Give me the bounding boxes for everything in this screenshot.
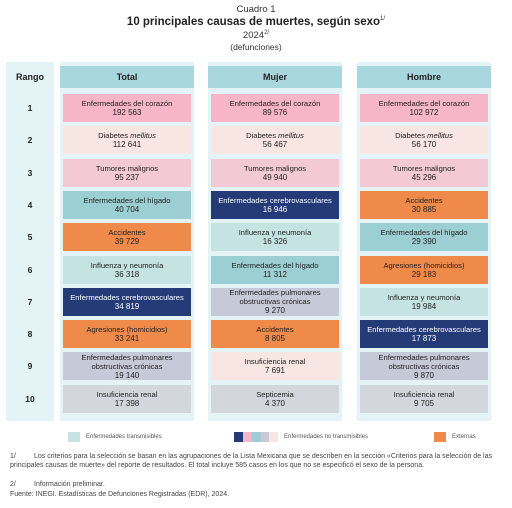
death-count: 102 972 (409, 108, 439, 117)
title-note-marker: 1/ (380, 16, 386, 23)
cause-label (381, 228, 468, 237)
death-count: 34 819 (114, 301, 140, 311)
hombre-cell (360, 159, 488, 187)
cause-text: Tumores malignos (95, 163, 159, 173)
death-count: 30 885 (411, 204, 437, 214)
cause-text: Tumores malignos (392, 163, 456, 173)
cause-label (98, 131, 156, 140)
cause-text: Insuficiencia renal (244, 357, 306, 367)
cause-label (108, 228, 145, 237)
cause-text: Accidentes (256, 325, 294, 335)
cause-text: Enfermedades del hígado (380, 228, 468, 238)
legend-swatch-no-transmisibles (234, 432, 278, 442)
total-cell (63, 256, 191, 284)
death-count: 7 691 (264, 366, 286, 376)
total-cell (63, 126, 191, 154)
cause-text: Tumores malignos (243, 163, 307, 173)
mujer-cell (211, 191, 339, 219)
cause-text: Enfermedades del corazón (81, 99, 173, 108)
rank-7: 7 (27, 296, 33, 307)
legend-label-externas: Externas (452, 434, 476, 440)
mujer-cell (211, 352, 339, 380)
cause-label (360, 353, 488, 371)
cause-label (63, 353, 191, 371)
cause-italic-text: mellitus (427, 131, 453, 141)
death-count: 56 170 (411, 140, 437, 150)
hombre-cell (360, 320, 488, 348)
table-year (0, 30, 512, 41)
death-count: 17 398 (114, 398, 140, 408)
total-cell (63, 159, 191, 187)
death-count: 192 563 (112, 108, 142, 117)
table-title (0, 16, 512, 28)
legend-transmisibles (68, 432, 162, 442)
cause-text: Diabetes (246, 131, 277, 141)
cause-label (388, 293, 461, 302)
legend-no-transmisibles (234, 432, 368, 442)
cause-label (96, 164, 158, 173)
cause-text: Insuficiencia renal (96, 389, 158, 399)
cause-text: Enfermedades cerebrovasculares (218, 195, 332, 205)
cause-text: Enfermedades pulmonares obstructivas crónicas (378, 352, 470, 371)
death-count: 16 946 (262, 204, 288, 214)
cause-text: Enfermedades del corazón (378, 99, 470, 108)
footnote-1 (10, 452, 500, 470)
source-note: Fuente: INEGI. Estadísticas de Defunciones Registradas (EDR), 2024. (10, 491, 230, 498)
total-cell (63, 94, 191, 122)
death-count: 29 390 (411, 237, 437, 247)
rank-9: 9 (27, 361, 33, 372)
cause-label (393, 164, 455, 173)
rank-header: Rango (16, 72, 44, 82)
cause-text: Enfermedades pulmonares obstructivas crónicas (229, 288, 321, 307)
cause-text: Diabetes (98, 131, 129, 141)
death-count: 9 270 (264, 306, 286, 316)
death-count: 49 940 (262, 172, 288, 182)
hombre-cell (360, 126, 488, 154)
rank-2: 2 (27, 135, 33, 146)
cause-label (84, 196, 171, 205)
cause-text: Enfermedades del hígado (231, 260, 319, 270)
cause-text: Influenza y neumonía (238, 228, 312, 238)
table-units: (defunciones) (230, 42, 282, 52)
year-text: 2024 (242, 30, 265, 42)
cause-label (91, 261, 164, 270)
cause-text: Diabetes (395, 131, 426, 141)
title-text: 10 principales causas de muertes, según sexo (126, 16, 381, 28)
cause-label (239, 228, 312, 237)
legend-externas (434, 432, 476, 442)
cause-label (395, 131, 453, 140)
total-header: Total (60, 66, 194, 88)
hombre-cell (360, 385, 488, 413)
death-count: 17 873 (411, 334, 437, 344)
death-count: 4 370 (264, 398, 286, 408)
cause-label (82, 99, 173, 108)
legend-label-no-transmisibles: Enfermedades no transmisibles (284, 434, 369, 440)
cause-text: Accidentes (405, 195, 443, 205)
cause-text: Enfermedades del hígado (83, 195, 171, 205)
cause-label (383, 261, 464, 270)
cause-text: Enfermedades pulmonares obstructivas crónicas (81, 352, 173, 371)
death-count: 89 576 (262, 108, 288, 117)
cause-text: Enfermedades del corazón (229, 99, 321, 108)
cause-text: Accidentes (108, 228, 146, 238)
rank-1: 1 (27, 103, 33, 113)
mujer-cell (211, 385, 339, 413)
footnote-1-marker: 1/ (10, 453, 16, 460)
cause-text: Agresiones (homicidios) (86, 325, 168, 335)
cause-label (245, 357, 306, 366)
legend-swatch-transmisibles (68, 432, 80, 442)
death-count: 56 467 (262, 140, 288, 150)
death-count: 29 183 (411, 269, 437, 279)
footnote-1-text: Los criterios para la selección se basan en las agrupaciones de la Lista Mexicana que se describen en la sección «Criterios para la selección de las principales causas de muerte» del reporte de resultados. El total incluye 585 casos en los que no se especificó el sexo de la persona. (10, 453, 492, 469)
cause-label (405, 196, 442, 205)
rank-6: 6 (27, 264, 33, 275)
death-count: 45 296 (411, 172, 437, 182)
rank-8: 8 (27, 329, 33, 340)
hombre-header: Hombre (357, 66, 491, 88)
hombre-cell (360, 256, 488, 284)
cause-italic-text: mellitus (130, 131, 156, 141)
death-count: 8 805 (264, 334, 286, 344)
death-count: 39 729 (114, 237, 140, 247)
hombre-cell (360, 191, 488, 219)
hombre-cell (360, 94, 488, 122)
footnote-2-text: Información preliminar. (34, 481, 105, 488)
death-count: 19 140 (114, 370, 140, 380)
cause-label (256, 390, 294, 399)
cause-text: Influenza y neumonía (90, 260, 164, 270)
death-count: 40 704 (114, 204, 140, 214)
death-count: 9 705 (413, 398, 435, 408)
death-count: 19 984 (411, 301, 437, 311)
hombre-cell (360, 288, 488, 316)
footnote-2 (10, 480, 105, 489)
cause-label (379, 99, 470, 108)
cause-label (246, 131, 304, 140)
rank-3: 3 (27, 167, 33, 178)
mujer-header: Mujer (208, 66, 342, 88)
hombre-cell (360, 223, 488, 251)
cause-label (211, 288, 339, 306)
death-count: 16 326 (262, 237, 288, 247)
death-count: 95 237 (114, 172, 140, 182)
total-cell (63, 352, 191, 380)
total-cell (63, 385, 191, 413)
rank-4: 4 (27, 199, 33, 210)
cause-label (230, 99, 321, 108)
hombre-cell (360, 352, 488, 380)
total-cell (63, 320, 191, 348)
mujer-cell (211, 94, 339, 122)
cause-text: Agresiones (homicidios) (383, 260, 465, 270)
death-count: 36 318 (114, 269, 140, 279)
rank-10: 10 (25, 393, 35, 404)
mujer-cell (211, 126, 339, 154)
cause-label (86, 325, 167, 334)
mujer-cell (211, 223, 339, 251)
death-count: 11 312 (263, 269, 287, 279)
cause-label (70, 293, 184, 302)
total-cell (63, 223, 191, 251)
mujer-cell (211, 320, 339, 348)
cause-italic-text: mellitus (278, 131, 304, 141)
legend-label-transmisibles: Enfermedades transmisibles (86, 434, 162, 440)
total-cell (63, 288, 191, 316)
rank-5: 5 (27, 232, 33, 243)
cause-label (394, 390, 455, 399)
cause-text: Insuficiencia renal (393, 389, 455, 399)
legend-swatch-externas (434, 432, 446, 442)
mujer-cell (211, 256, 339, 284)
mujer-cell (211, 159, 339, 187)
cause-text: Septicemia (256, 389, 294, 399)
year-note-marker: 2/ (264, 30, 270, 36)
death-count: 33 241 (114, 334, 140, 344)
cause-label (256, 325, 293, 334)
cause-label (244, 164, 306, 173)
cause-label (232, 261, 319, 270)
cause-text: Enfermedades cerebrovasculares (367, 325, 481, 335)
cause-text: Influenza y neumonía (387, 292, 461, 302)
cause-text: Enfermedades cerebrovasculares (70, 292, 184, 302)
cause-label (218, 196, 332, 205)
death-count: 9 870 (413, 370, 435, 380)
mujer-cell (211, 288, 339, 316)
death-count: 112 641 (112, 140, 142, 150)
total-cell (63, 191, 191, 219)
cause-label (367, 325, 481, 334)
footnote-2-marker: 2/ (10, 481, 16, 488)
cause-label (97, 390, 158, 399)
table-number: Cuadro 1 (236, 4, 276, 15)
